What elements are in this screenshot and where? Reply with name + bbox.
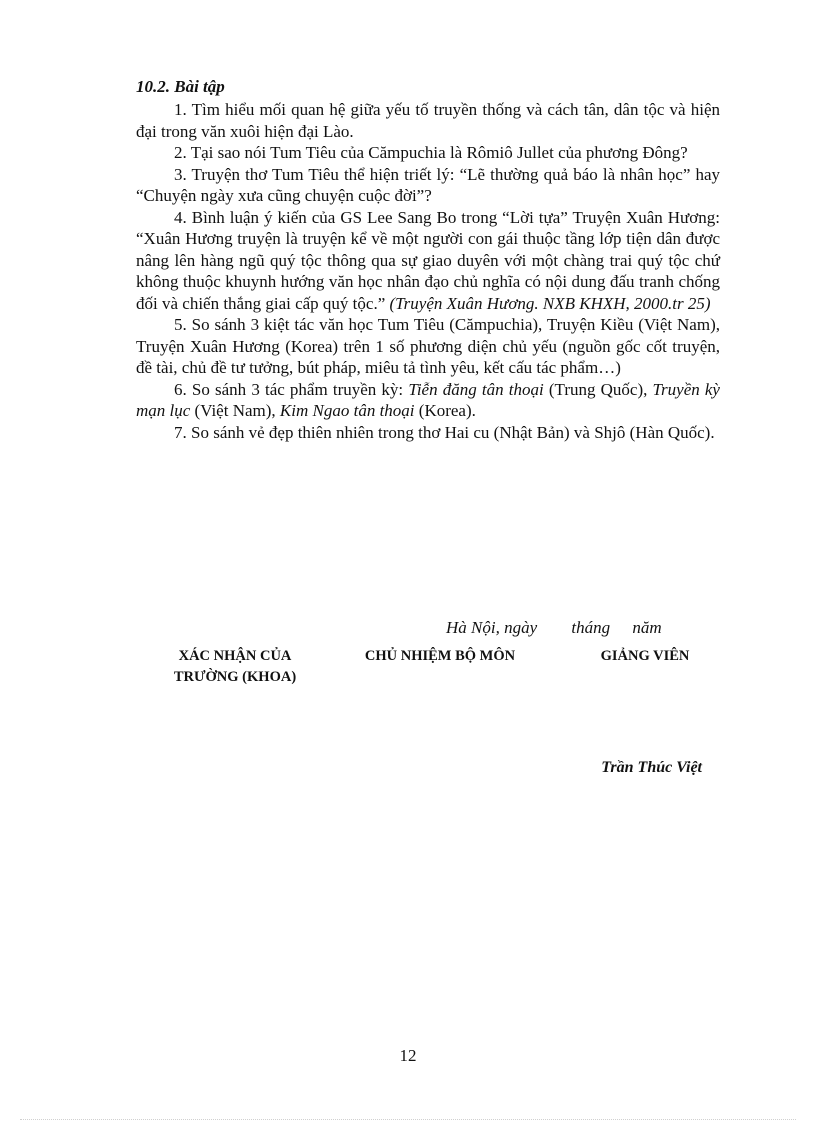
page-number: 12 bbox=[399, 1046, 417, 1065]
signer-name: Trần Thúc Việt bbox=[601, 759, 702, 776]
exercise-2: 2. Tại sao nói Tum Tiêu của Cămpuchia là Rômiô Jullet của phương Đông? bbox=[174, 143, 688, 162]
month-label: tháng bbox=[571, 618, 611, 637]
exercise-3: 3. Truyện thơ Tum Tiêu thể hiện triết lý: “Lẽ thường quả báo là nhân học” hay “Chuyện ngày xưa cũng chuyện cuộc đời”? bbox=[136, 164, 720, 205]
section-heading: 10.2. Bài tập bbox=[136, 77, 225, 96]
exercise-5: 5. So sánh 3 kiệt tác văn học Tum Tiêu (Cămpuchia), Truyện Kiều (Việt Nam), Truyện Xuân Hương (Korea) trên 1 số phương diện chủ yếu (nguồn gốc cốt truyện, đề tài, chủ đề tư tưởng, bút pháp, miêu tả tình yêu, kết cấu tác phẩm…) bbox=[136, 315, 720, 377]
school-confirmation-line-1: XÁC NHẬN CỦA bbox=[178, 648, 292, 664]
exercise-4-text: 4. Bình luận ý kiến của GS Lee Sang Bo trong “Lời tựa” Truyện Xuân Hương: “Xuân Hương truyện là truyện kể về một người con gái thuộc tầng lớp tiện dân được nâng lên hàng ngũ quý tộc thông qua sự giao duyên với một chàng trai quý tộc chứ không thuộc khuynh hướng văn học nhân đạo chủ nghĩa có nội dung đấu tranh chống đối và chiến thắng giai cấp quý tộc.” bbox=[136, 207, 720, 313]
department-head: CHỦ NHIỆM BỘ MÔN bbox=[364, 648, 516, 664]
exercise-4 bbox=[136, 207, 720, 315]
exercise-6-work-1: Tiễn đăng tân thoại bbox=[408, 379, 544, 399]
exercise-6-origin-3: (Korea). bbox=[414, 401, 476, 420]
exercise-6-origin-2: (Việt Nam), bbox=[190, 401, 280, 420]
exercise-7: 7. So sánh vẻ đẹp thiên nhiên trong thơ Hai cu (Nhật Bản) và Shjô (Hàn Quốc). bbox=[174, 422, 715, 442]
exercise-4-citation: (Truyện Xuân Hương. NXB KHXH, 2000.tr 25) bbox=[385, 293, 711, 313]
exercise-section bbox=[136, 76, 720, 443]
exercise-6-intro: 6. So sánh 3 tác phẩm truyền kỳ: bbox=[174, 379, 409, 399]
lecturer-title: GIẢNG VIÊN bbox=[600, 648, 690, 664]
place-date-line bbox=[446, 618, 662, 638]
exercise-6 bbox=[136, 379, 720, 422]
exercise-6-work-3: Kim Ngao tân thoại bbox=[279, 401, 415, 420]
exercise-1: 1. Tìm hiểu mối quan hệ giữa yếu tố truyền thống và cách tân, dân tộc và hiện đại trong văn xuôi hiện đại Lào. bbox=[136, 100, 720, 141]
year-label: năm bbox=[632, 618, 662, 637]
footer-divider bbox=[20, 1119, 796, 1120]
exercise-6-origin-1: (Trung Quốc), bbox=[543, 379, 653, 399]
school-confirmation bbox=[150, 646, 320, 688]
school-confirmation-line-2: TRƯỜNG (KHOA) bbox=[173, 669, 297, 685]
exercise-6-work-2: Truyền kỳ mạn lục bbox=[136, 379, 720, 420]
place-date: Hà Nội, ngày bbox=[446, 618, 538, 637]
